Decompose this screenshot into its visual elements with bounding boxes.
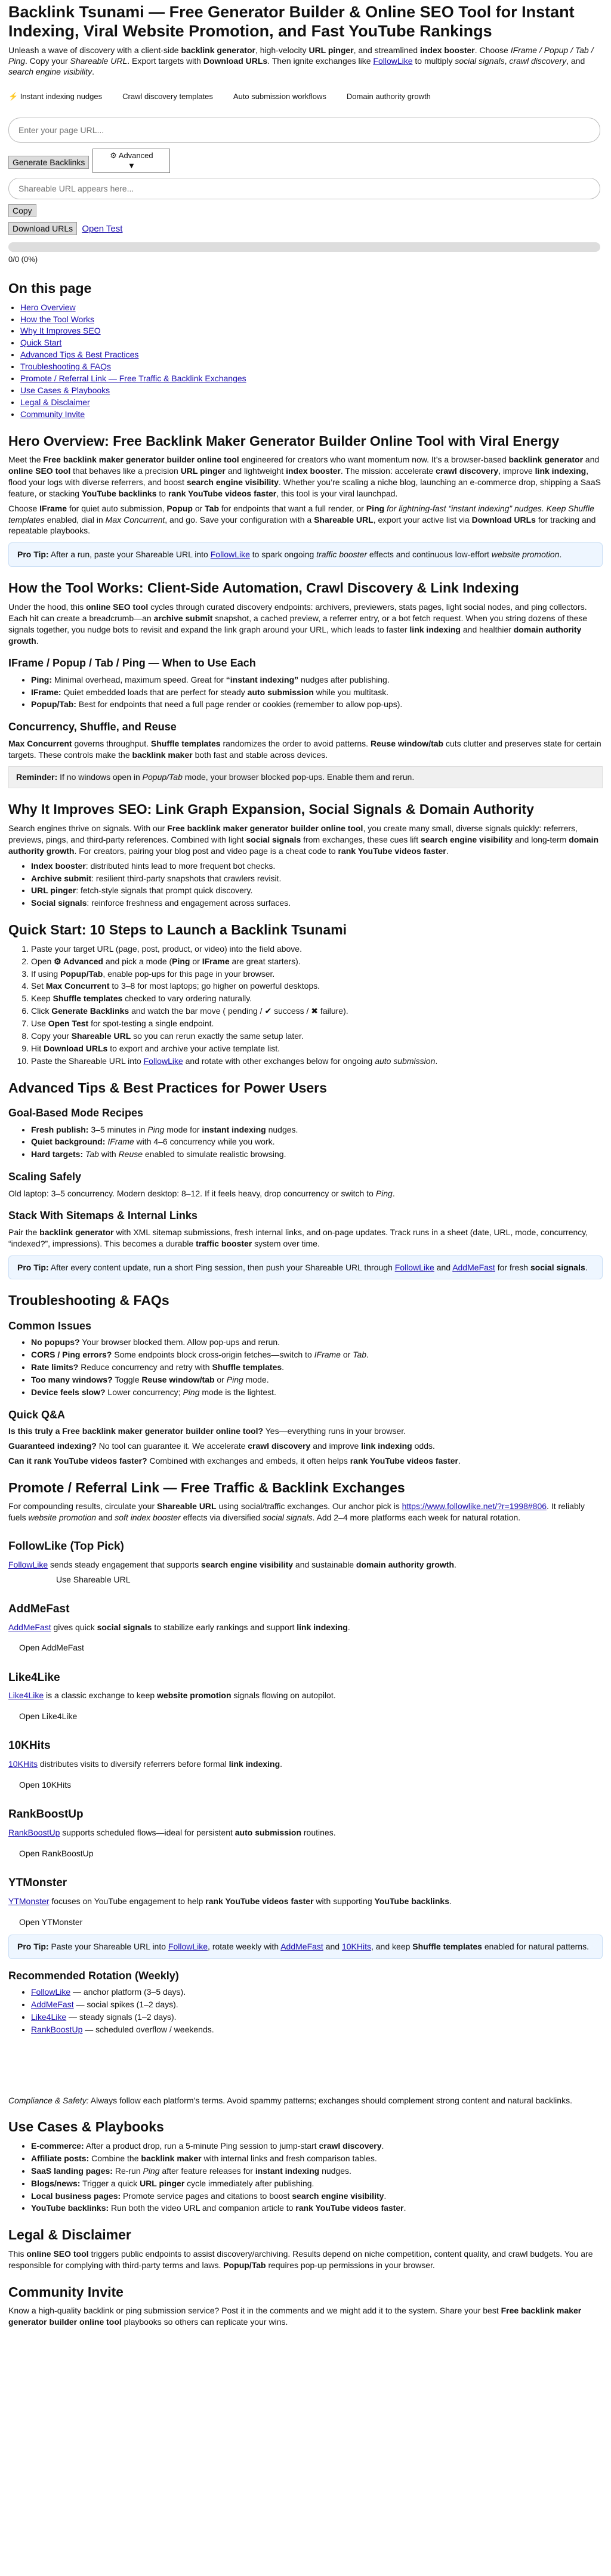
legal-title: Legal & Disclaimer (8, 2227, 131, 2243)
why-list (8, 860, 603, 909)
list-item: • Rate limits? Reduce concurrency and retry with Shuffle templates. (31, 1362, 603, 1373)
list-item: • Affiliate posts: Combine the backlink maker with internal links and fresh comparison tables. (31, 2153, 603, 2164)
issues-list (8, 1337, 603, 1397)
list-item: • Index booster: distributed hints lead to more frequent bot checks. (31, 860, 603, 872)
list-item: 9. Hit Download URLs to export and archive your active template list. (31, 1043, 603, 1054)
referral-link[interactable]: https://www.followlike.net/?r=1998#806 (402, 1501, 547, 1511)
exchange-link[interactable]: Like4Like (31, 2012, 67, 2022)
toc-link[interactable]: Hero Overview (20, 302, 76, 312)
list-item: 8. Copy your Shareable URL so you can rerun exactly the same setup later. (31, 1031, 603, 1042)
list-item: • Like4Like — steady signals (1–2 days). (31, 2012, 603, 2023)
stack-paragraph: Pair the backlink generator with XML sitemap submissions, fresh internal links, and on-page updates. Track runs in a sheet (date, URL, mode, concurrency, “indexed?”, impressions). This becomes a durable traffic booster system over time. (8, 1227, 588, 1248)
list-item: • Social signals: reinforce freshness and engagement across surfaces. (31, 897, 603, 909)
table-of-contents (8, 280, 603, 420)
use-shareable-url-button[interactable]: Use Shareable URL (56, 1574, 131, 1584)
exchange-list (8, 1539, 603, 1929)
feature-strip (8, 85, 603, 109)
exchange-card (8, 1807, 603, 1860)
usecases-title: Use Cases & Playbooks (8, 2119, 164, 2135)
scaling-heading: Scaling Safely (8, 1171, 82, 1183)
open-exchange-button[interactable]: Open RankBoostUp (19, 1848, 94, 1858)
hero-paragraph: Meet the Free backlink maker generator builder online tool engineered for creators who want momentum now. It’s a browser-based backlink generator and online SEO tool that behaves like a precision URL pinger and lightweight index booster. The mission: accelerate crawl discovery, improve link indexing, flood your logs with diverse referrers, and boost search engine visibility. Whether you’re scaling a niche blog, launching an e-commerce drop, shipping a SaaS feature, or stacking YouTube backlinks to rank YouTube videos faster, this tool is your viral launchpad. (8, 455, 601, 498)
quickstart-title: Quick Start: 10 Steps to Launch a Backlink Tsunami (8, 922, 347, 938)
exchange-name: AddMeFast (8, 1602, 70, 1615)
why-title: Why It Improves SEO: Link Graph Expansion, Social Signals & Domain Authority (8, 801, 534, 817)
list-item: • Quiet background: IFrame with 4–6 concurrency while you work. (31, 1136, 603, 1147)
rotation-list (8, 1986, 603, 2035)
page-title: Backlink Tsunami — Free Generator Builder & Online SEO Tool for Instant Indexing, Viral Website Promotion, and Fast YouTube Rankings (8, 3, 575, 41)
modes-heading: IFrame / Popup / Tab / Ping — When to Use Each (8, 657, 256, 670)
generate-row (8, 149, 603, 173)
rotation-heading: Recommended Rotation (Weekly) (8, 1969, 179, 1982)
list-item: • FollowLike — anchor platform (3–5 days). (31, 1986, 603, 1998)
feature-item: Domain authority growth (346, 92, 431, 101)
concurrency-heading: Concurrency, Shuffle, and Reuse (8, 721, 177, 733)
toc-link[interactable]: Community Invite (20, 409, 85, 419)
url-input[interactable] (8, 118, 600, 143)
feature-item: Auto submission workflows (233, 92, 326, 101)
advanced-title: Advanced Tips & Best Practices for Power Users (8, 1079, 327, 1096)
exchange-card (8, 1539, 603, 1586)
list-item: 7. Use Open Test for spot-testing a single endpoint. (31, 1018, 603, 1029)
exchange-link[interactable]: FollowLike (8, 1559, 48, 1569)
qa-item: Guaranteed indexing? No tool can guarantee it. We accelerate crawl discovery and improve link indexing odds. (8, 1440, 435, 1451)
exchange-desc: RankBoostUp supports scheduled flows—ideal for persistent auto submission routines. (8, 1827, 336, 1837)
qa-item: Is this truly a Free backlink maker generator builder online tool? Yes—everything runs in your browser. (8, 1426, 406, 1436)
list-item: • Too many windows? Toggle Reuse window/tab or Ping mode. (31, 1374, 603, 1386)
exchange-desc: Like4Like is a classic exchange to keep website promotion signals flowing on autopilot. (8, 1690, 336, 1701)
list-item: 3. If using Popup/Tab, enable pop-ups for this page in your browser. (31, 968, 603, 980)
exchange-name: 10KHits (8, 1739, 51, 1753)
toc-link[interactable]: Legal & Disclaimer (20, 397, 90, 407)
troubleshooting-title: Troubleshooting & FAQs (8, 1292, 169, 1309)
addmefast-link[interactable]: AddMeFast (280, 1941, 323, 1951)
qa-heading: Quick Q&A (8, 1408, 66, 1421)
copy-button[interactable]: Copy (8, 204, 36, 217)
exchange-desc: FollowLike sends steady engagement that supports search engine visibility and sustainable domain authority growth. (8, 1559, 456, 1569)
reminder-box: Reminder: If no windows open in Popup/Tab mode, your browser blocked pop-ups. Enable them and rerun. (8, 766, 603, 788)
common-issues-heading: Common Issues (8, 1319, 92, 1332)
exchange-card (8, 1875, 603, 1929)
exchange-link[interactable]: 10KHits (8, 1759, 38, 1769)
exchange-name: Like4Like (8, 1671, 60, 1684)
list-item: • AddMeFast — social spikes (1–2 days). (31, 1999, 603, 2010)
download-urls-button[interactable]: Download URLs (8, 222, 77, 235)
concurrency-paragraph: Max Concurrent governs throughput. Shuffle templates randomizes the order to avoid patterns. Reuse window/tab cuts clutter and preserves state for certain targets. These controls make the backlink maker both fast and stable across devices. (8, 738, 601, 760)
exchange-name: RankBoostUp (8, 1808, 84, 1821)
list-item: • URL pinger: fetch-style signals that prompt quick discovery. (31, 885, 603, 896)
feature-item: Crawl discovery templates (122, 92, 213, 101)
open-exchange-button[interactable]: Open 10KHits (19, 1779, 72, 1790)
pro-tip: Pro Tip: Paste your Shareable URL into FollowLike, rotate weekly with AddMeFast and 10KHits, and keep Shuffle templates enabled for natural patterns. (8, 1935, 603, 1959)
intro-text: Unleash a wave of discovery with a client-side backlink generator, high-velocity URL pinger, and streamlined index booster. Choose IFrame / Popup / Tab / Ping. Copy your Shareable URL. Export targets with Download URLs. Then ignite exchanges like FollowLike to multiply social signals, crawl discovery, and search engine visibility. (8, 45, 594, 77)
list-item: 4. Set Max Concurrent to 3–8 for most laptops; go higher on powerful desktops. (31, 980, 603, 992)
followlike-link[interactable]: FollowLike (143, 1056, 183, 1066)
open-test-link[interactable]: Open Test (82, 224, 123, 235)
pro-tip: Pro Tip: After a run, paste your Shareable URL into FollowLike to spark ongoing traffic booster effects and continuous low-effort website promotion. (8, 542, 603, 567)
list-item: 5. Keep Shuffle templates checked to vary ordering naturally. (31, 993, 603, 1004)
10khits-link[interactable]: 10KHits (341, 1941, 371, 1951)
list-item: • RankBoostUp — scheduled overflow / weekends. (31, 2024, 603, 2035)
followlike-link[interactable]: FollowLike (394, 1262, 434, 1272)
exchange-card (8, 1738, 603, 1791)
toc-link[interactable]: Promote / Referral Link — Free Traffic & Backlink Exchanges (20, 373, 246, 383)
exchange-link[interactable]: Like4Like (8, 1690, 44, 1701)
why-paragraph: Search engines thrive on signals. With our Free backlink maker generator builder online tool, you create many small, diverse signals quickly: referrers, previews, pings, and third-party references. Combined with light social signals from exchanges, these cues lift search engine visibility and long-term domain authority growth. For creators, pairing your blog post and video page is a cheat code to rank YouTube videos faster. (8, 823, 599, 856)
followlike-link[interactable]: FollowLike (210, 550, 250, 560)
exchange-link[interactable]: RankBoostUp (31, 2024, 83, 2034)
list-item: • E-commerce: After a product drop, run a 5-minute Ping session to jump-start crawl discovery. (31, 2140, 603, 2152)
spacer (8, 2038, 603, 2091)
exchange-name: YTMonster (8, 1876, 67, 1889)
progress-text: 0/0 (0%) (8, 255, 38, 264)
exchange-link[interactable]: YTMonster (8, 1896, 50, 1906)
how-title: How the Tool Works: Client-Side Automation, Crawl Discovery & Link Indexing (8, 580, 519, 596)
toc-link[interactable]: Advanced Tips & Best Practices (20, 350, 139, 360)
list-item: • Popup/Tab: Best for endpoints that need a full page render or cookies (remember to allow pop-ups). (31, 699, 603, 710)
toc-link[interactable]: How the Tool Works (20, 314, 94, 324)
list-item: • Ping: Minimal overhead, maximum speed. Great for “instant indexing” nudges after publishing. (31, 674, 603, 686)
exchange-desc: YTMonster focuses on YouTube engagement to help rank YouTube videos faster with supporting YouTube backlinks. (8, 1896, 452, 1906)
intro-followlike-link[interactable]: FollowLike (373, 55, 413, 66)
community-title: Community Invite (8, 2284, 124, 2300)
pro-tip: Pro Tip: After every content update, run a short Ping session, then push your Shareable URL through FollowLike and AddMeFast for fresh social signals. (8, 1255, 603, 1280)
feature-item: ⚡ Instant indexing nudges (8, 92, 103, 101)
open-exchange-button[interactable]: Open AddMeFast (19, 1643, 84, 1653)
list-item: • Hard targets: Tab with Reuse enabled to simulate realistic browsing. (31, 1149, 603, 1160)
community-paragraph: Know a high-quality backlink or ping submission service? Post it in the comments and we might add it to the system. Share your best Free backlink maker generator builder online tool playbooks so others can replicate your wins. (8, 2306, 582, 2327)
exchange-desc: 10KHits distributes visits to diversify referrers before formal link indexing. (8, 1759, 283, 1769)
exchange-link[interactable]: FollowLike (31, 1986, 71, 1997)
hero-paragraph: Choose IFrame for quiet auto submission, Popup or Tab for endpoints that want a full render, or Ping for lightning-fast “instant indexing” nudges. Keep Shuffle templates enabled, dial in Max Concurrent, and go. Save your configuration with a Shareable URL, export your active list via Download URLs for tracking and repeatable playbooks. (8, 503, 596, 536)
goal-list (8, 1124, 603, 1161)
promote-paragraph: For compounding results, circulate your Shareable URL using social/traffic exchanges. Our anchor pick is https://www.followlike.net/?r=1998#806. It reliably fuels website promotion and soft index booster effects via diversified social signals. Add 2–4 more platforms each week for natural rotation. (8, 1501, 585, 1523)
list-item: • Archive submit: resilient third-party snapshots that crawlers revisit. (31, 873, 603, 884)
advanced-label: ⚙ Advanced (110, 150, 153, 160)
list-item: • Fresh publish: 3–5 minutes in Ping mode for instant indexing nudges. (31, 1124, 603, 1136)
toc-link[interactable]: Quick Start (20, 338, 62, 348)
list-item: • No popups? Your browser blocked them. Allow pop-ups and rerun. (31, 1337, 603, 1348)
hero-title: Hero Overview: Free Backlink Maker Generator Builder Online Tool with Viral Energy (8, 433, 560, 449)
advanced-toggle[interactable] (92, 149, 170, 173)
usecases-list (8, 2140, 603, 2214)
modes-list (8, 674, 603, 711)
toc-link[interactable]: Troubleshooting & FAQs (20, 362, 112, 372)
toc-link[interactable]: Use Cases & Playbooks (20, 385, 110, 395)
exchange-link[interactable]: RankBoostUp (8, 1827, 60, 1837)
list-item: • Device feels slow? Lower concurrency; Ping mode is the lightest. (31, 1387, 603, 1398)
how-paragraph: Under the hood, this online SEO tool cycles through curated discovery endpoints: archivers, previewers, stats pages, light social nodes, and ping collectors. Each hit can create a breadcrumb—an archive submit snapshot, a cached preview, a referrer entry, or a bot fetch request. When you string dozens of these signals together, you nudge bots to revisit and expand the link graph around your URL, which leads to faster link indexing and healthier domain authority growth. (8, 601, 588, 646)
open-exchange-button[interactable]: Open Like4Like (19, 1711, 78, 1722)
exchange-link[interactable]: AddMeFast (31, 1999, 74, 2009)
toc-link[interactable]: Why It Improves SEO (20, 326, 101, 336)
scaling-paragraph: Old laptop: 3–5 concurrency. Modern desktop: 8–12. If it feels heavy, drop concurrency or switch to Ping. (8, 1188, 395, 1198)
list-item: • IFrame: Quiet embedded loads that are perfect for steady auto submission while you multitask. (31, 687, 603, 698)
compliance-note: Compliance & Safety: Always follow each platform’s terms. Avoid spammy patterns; exchanges should complement strong content and natural backlinks. (8, 2095, 572, 2105)
list-item: 10. Paste the Shareable URL into FollowLike and rotate with other exchanges below for ongoing auto submission. (31, 1056, 603, 1067)
exchange-name: FollowLike (Top Pick) (8, 1540, 124, 1553)
exchange-card (8, 1602, 603, 1655)
open-exchange-button[interactable]: Open YTMonster (19, 1917, 83, 1927)
list-item: 2. Open ⚙ Advanced and pick a mode (Ping or IFrame are great starters). (31, 956, 603, 967)
toc-title: On this page (8, 280, 92, 297)
list-item: • Blogs/news: Trigger a quick URL pinger cycle immediately after publishing. (31, 2178, 603, 2189)
quickstart-steps (8, 943, 603, 1067)
legal-paragraph: This online SEO tool triggers public endpoints to assist discovery/archiving. Results depend on niche competition, content quality, and crawl budgets. You are responsible for complying with third-party terms and laws. Popup/Tab requires pop-up permissions in your browser. (8, 2248, 593, 2270)
list-item: • SaaS landing pages: Re-run Ping after feature releases for instant indexing nudges. (31, 2165, 603, 2177)
addmefast-link[interactable]: AddMeFast (452, 1262, 495, 1272)
list-item: • YouTube backlinks: Run both the video URL and companion article to rank YouTube videos faster. (31, 2202, 603, 2214)
followlike-link[interactable]: FollowLike (168, 1941, 208, 1951)
generate-backlinks-button[interactable]: Generate Backlinks (8, 156, 89, 169)
list-item: • Local business pages: Promote service pages and citations to boost search engine visibility. (31, 2191, 603, 2202)
qa-item: Can it rank YouTube videos faster? Combined with exchanges and embeds, it often helps rank YouTube videos faster. (8, 1455, 461, 1466)
exchange-link[interactable]: AddMeFast (8, 1622, 51, 1632)
shareable-url-input[interactable] (8, 178, 600, 199)
progress-bar (8, 242, 600, 252)
exchange-desc: AddMeFast gives quick social signals to stabilize early rankings and support link indexing. (8, 1622, 350, 1632)
exchange-card (8, 1670, 603, 1723)
promote-title: Promote / Referral Link — Free Traffic & Backlink Exchanges (8, 1479, 405, 1495)
list-item: • CORS / Ping errors? Some endpoints block cross-origin fetches—switch to IFrame or Tab. (31, 1349, 603, 1361)
stack-heading: Stack With Sitemaps & Internal Links (8, 1210, 198, 1222)
chevron-down-icon: ▼ (127, 161, 135, 171)
list-item: 6. Click Generate Backlinks and watch the bar move ( pending / ✔ success / ✖ failure). (31, 1005, 603, 1017)
list-item: 1. Paste your target URL (page, post, product, or video) into the field above. (31, 943, 603, 955)
goal-heading: Goal-Based Mode Recipes (8, 1107, 144, 1119)
